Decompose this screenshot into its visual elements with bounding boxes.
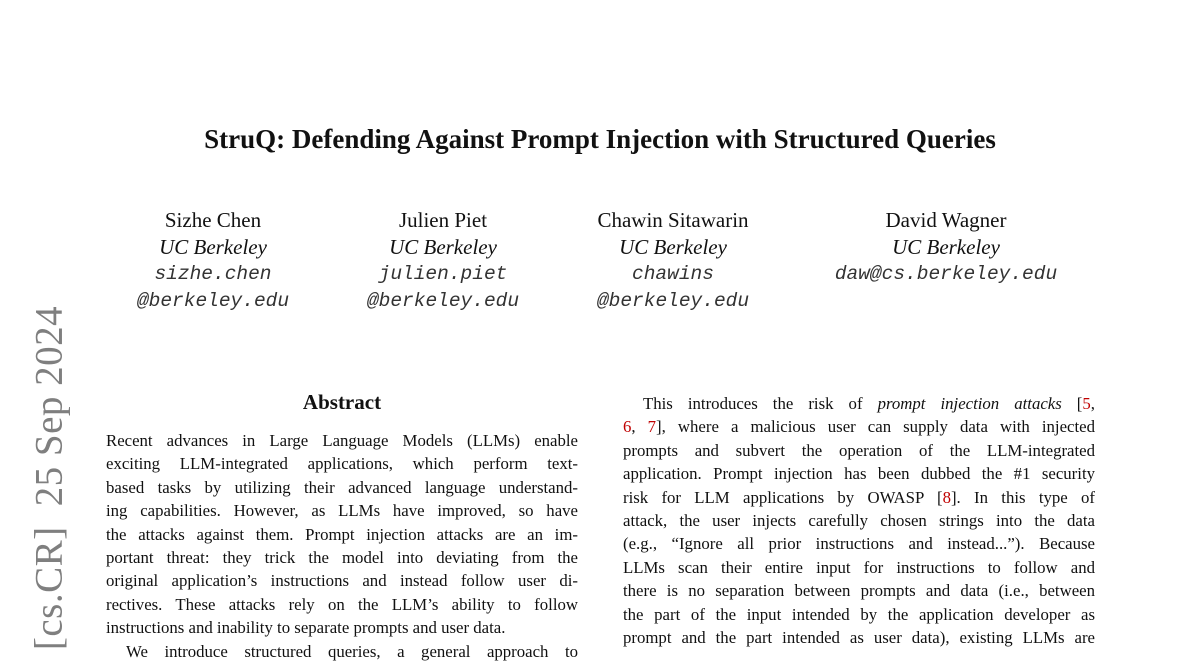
abstract-section [106,388,578,663]
intro-line: prompt and the part intended as user data), existing LLMs are [623,628,1095,648]
intro-line: application. Prompt injection has been dubbed the #1 security [623,464,1095,484]
author-block [367,206,519,315]
introduction-body [623,392,1095,649]
author-email [835,261,1057,288]
intro-line: LLMs scan their entire input for instructions to follow and [623,557,1095,577]
author-affiliation: UC Berkeley [619,235,727,259]
abstract-line: We introduce structured queries, a general approach to [126,641,578,661]
intro-emphasis: prompt injection attacks [877,394,1062,413]
author-email-line: @berkeley.edu [596,290,750,312]
intro-line: (e.g., “Ignore all prior instructions and instead...”). Because [623,534,1095,554]
intro-line: This introduces the risk of prompt injection attacks [5, [643,394,1095,413]
author-name: Sizhe Chen [164,208,262,232]
author-email-line: @berkeley.edu [136,290,290,312]
abstract-line: portant threat: they trick the model into deviating from the [106,548,578,568]
author-block [137,206,289,315]
abstract-line: instructions and inability to separate prompts and user data. [106,618,506,638]
author-name: David Wagner [885,208,1007,232]
author-name: Julien Piet [398,208,488,232]
abstract-line: rectives. These attacks rely on the LLM’s ability to follow [106,594,578,614]
intro-line: the part of the input intended by the application developer as [623,604,1095,624]
intro-line: there is no separation between prompts and data (i.e., between [623,581,1095,601]
author-email-line: daw@cs.berkeley.edu [834,263,1058,285]
citation-link[interactable]: 5 [1082,394,1091,413]
author-affiliation: UC Berkeley [389,235,497,259]
author-block [835,206,1057,288]
abstract-line: Recent advances in Large Language Models (LLMs) enable [106,431,578,450]
abstract-heading: Abstract [302,390,382,414]
author-email-line: julien.piet [378,263,508,285]
author-email-line: sizhe.chen [154,263,272,285]
arxiv-date: 25 Sep 2024 [27,305,71,507]
arxiv-side-stamp [27,306,72,650]
abstract-line: original application’s instructions and instead follow user di- [106,571,578,591]
author-affiliation: UC Berkeley [159,235,267,259]
citation-link[interactable]: 7 [647,417,657,437]
author-email [367,261,519,315]
abstract-line: ing capabilities. However, as LLMs have improved, so have [106,501,578,521]
author-email-line: @berkeley.edu [366,290,520,312]
arxiv-category: [cs.CR] [27,526,71,651]
abstract-line: the attacks against them. Prompt injection attacks are an im- [106,524,578,544]
author-email-line: chawins [632,263,714,285]
abstract-line: based tasks by utilizing their advanced language understand- [106,477,578,497]
abstract-line: exciting LLM-integrated applications, which perform text- [106,454,578,474]
intro-line: 6, 7], where a malicious user can supply data with injected [623,417,1095,437]
intro-line: prompts and subvert the operation of the LLM-integrated [623,440,1095,460]
intro-line: risk for LLM applications by OWASP [8]. In this type of [623,487,1095,507]
author-name: Chawin Sitawarin [597,208,749,232]
author-block [597,206,749,315]
introduction-section [623,392,1095,649]
paper-title: StruQ: Defending Against Prompt Injection with Structured Queries [204,124,996,154]
abstract-body [106,429,578,663]
intro-line: attack, the user injects carefully chosen strings into the data [623,511,1095,531]
author-email [137,261,289,315]
citation-link[interactable]: 6 [623,417,632,437]
author-affiliation: UC Berkeley [892,235,1000,259]
citation-link[interactable]: 8 [942,487,951,507]
author-email [597,261,749,315]
